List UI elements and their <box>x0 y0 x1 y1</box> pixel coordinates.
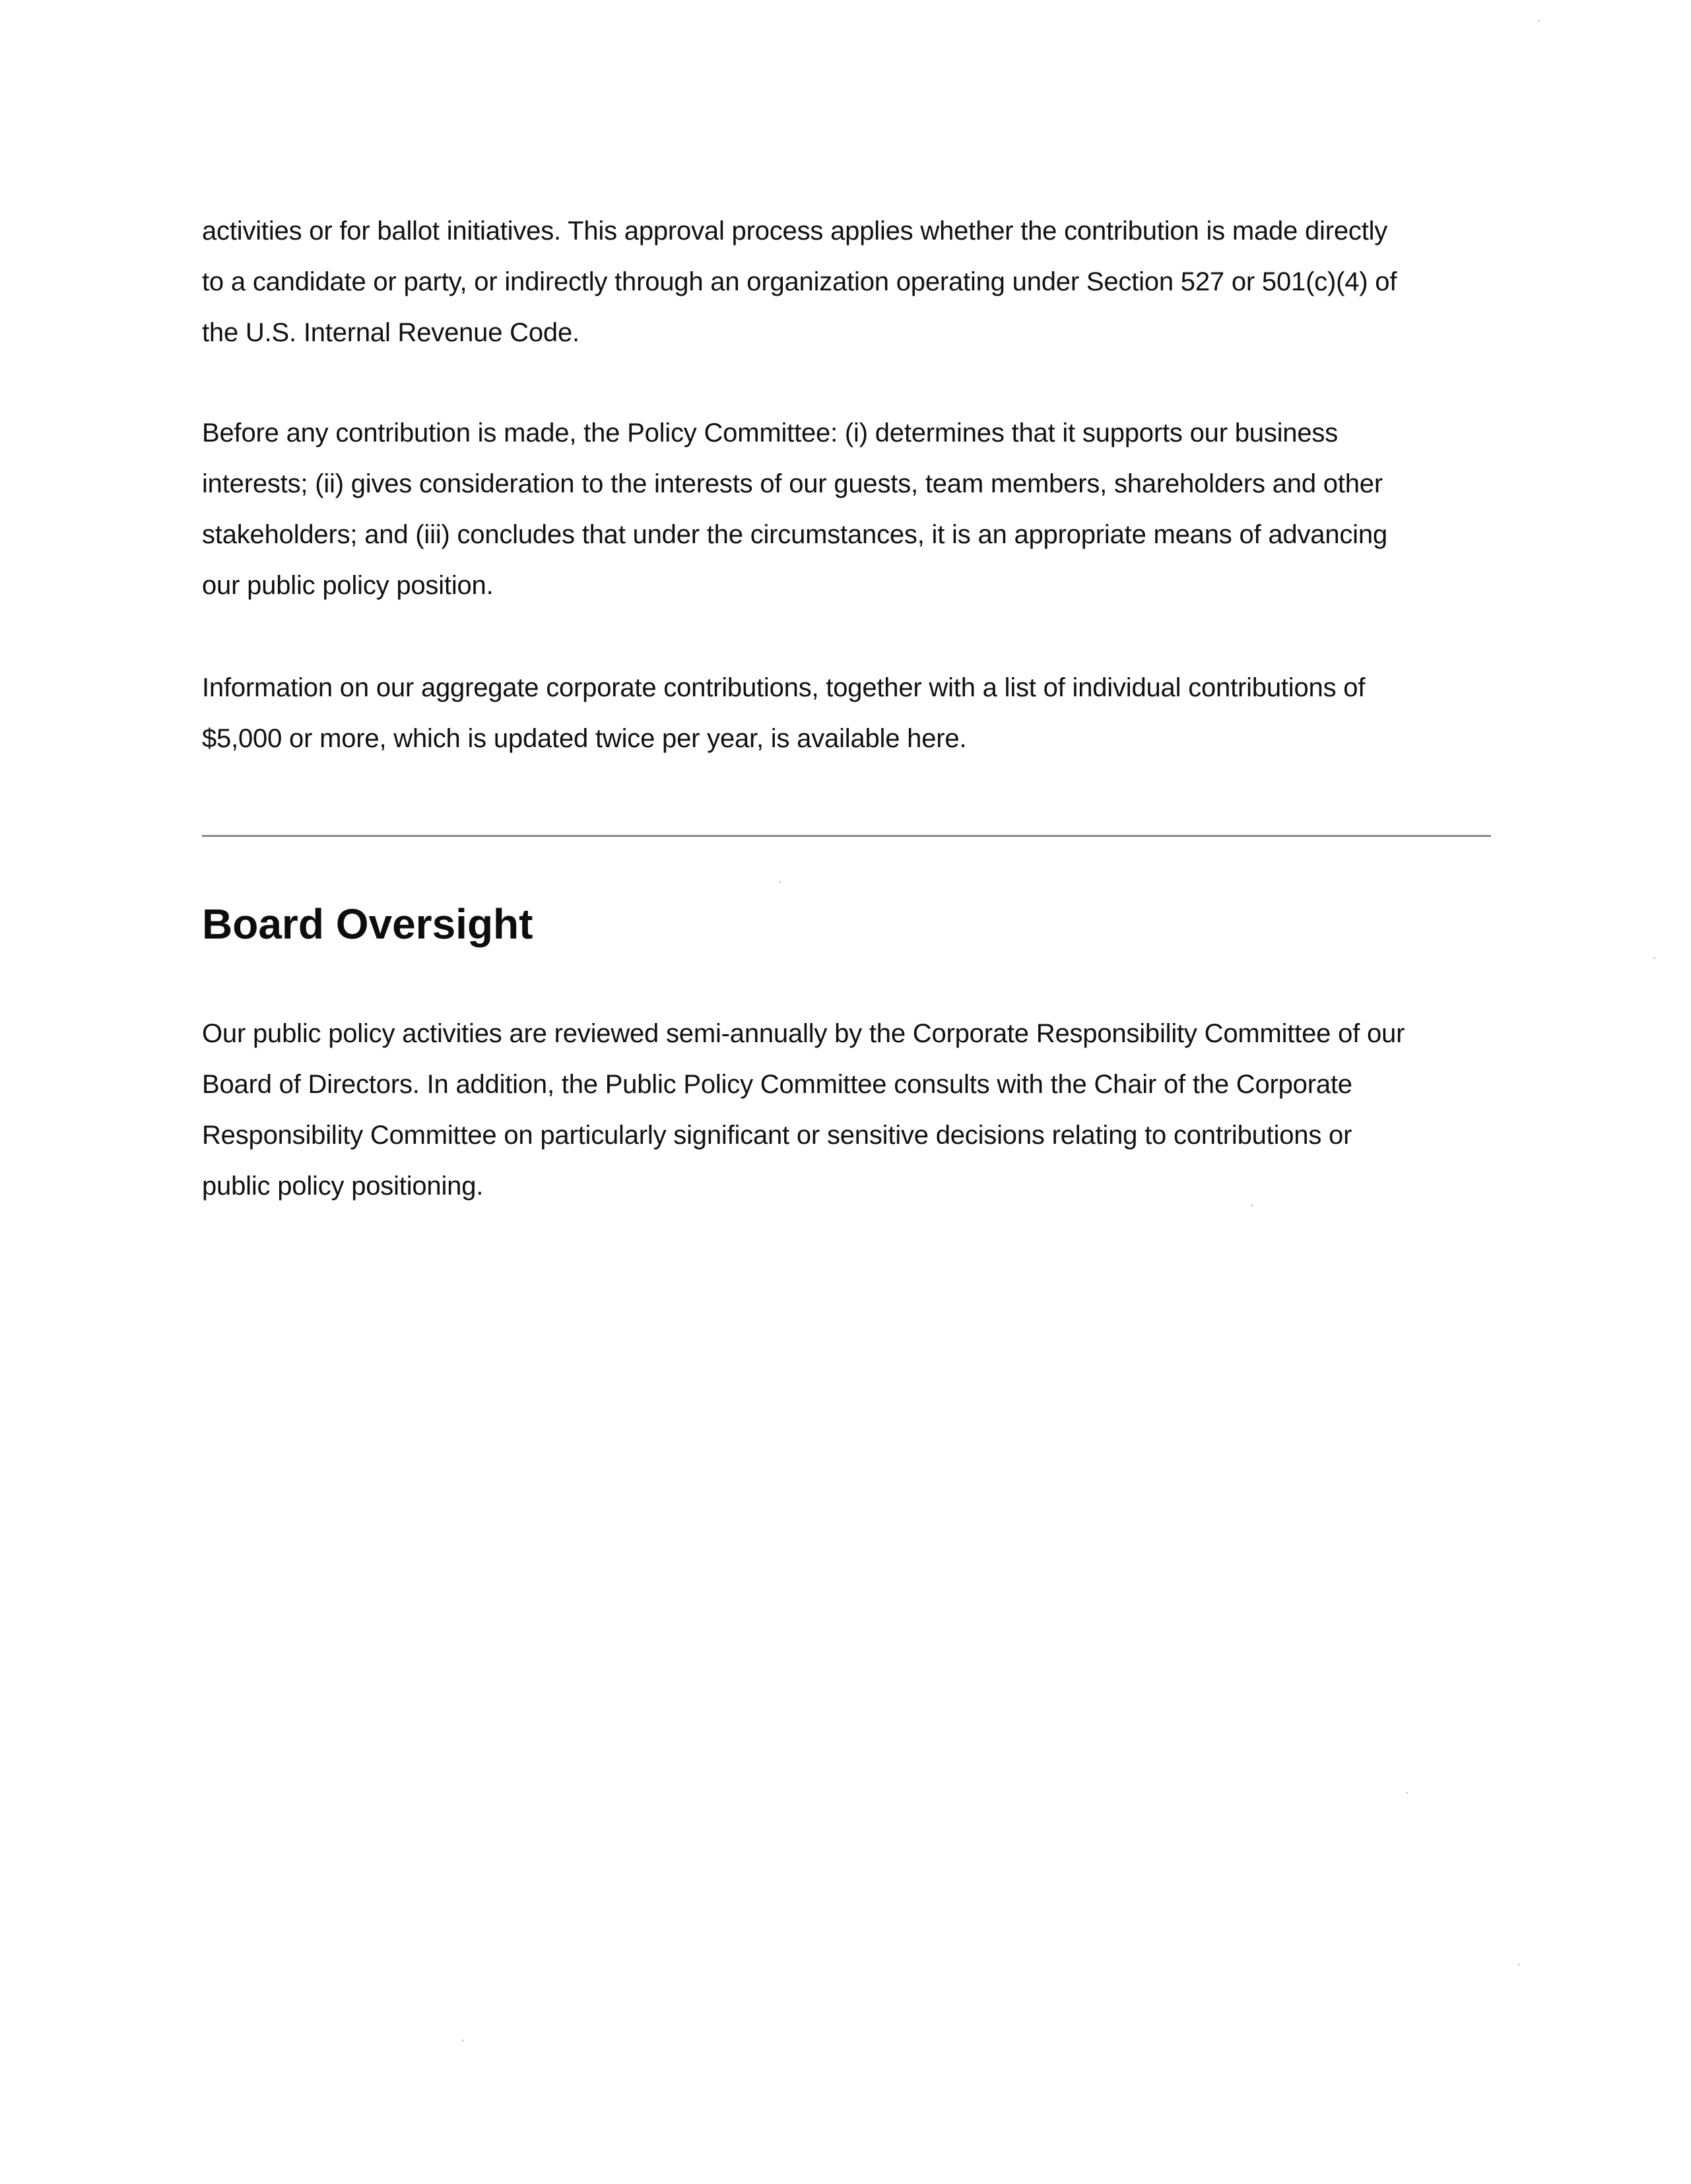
scan-speck <box>779 881 781 883</box>
paragraph-contribution-information: Information on our aggregate corporate contributions, together with a list of individual contributions of $5,000 or more, which is updated twice per year, is available here. <box>202 673 1366 753</box>
paragraph-board-oversight: Our public policy activities are reviewed semi-annually by the Corporate Responsibility Committee of our Board of Directors. In addition, the Public Policy Committee consults with the Chair of the Corporate Responsibility Committee on particularly significant or sensitive decisions relating to contributions or public policy positioning. <box>202 1019 1405 1201</box>
scan-speck <box>1406 1792 1408 1794</box>
scan-speck <box>1251 1205 1253 1207</box>
section-divider <box>202 835 1491 837</box>
section-heading-board-oversight: Board Oversight <box>202 900 533 948</box>
paragraph-approval-process: activities or for ballot initiatives. This approval process applies whether the contribution is made directly to a candidate or party, or indirectly through an organization operating under Section 527 or 501(c)(4) of the U.S. Internal Revenue Code. <box>202 216 1397 347</box>
scan-speck <box>1518 1964 1520 1966</box>
scan-speck <box>1538 20 1540 22</box>
scan-speck <box>1653 957 1655 959</box>
scan-speck <box>462 2039 464 2041</box>
paragraph-contribution-criteria: Before any contribution is made, the Policy Committee: (i) determines that it supports our business interests; (ii) gives consideration to the interests of our guests, team members, shareholders and other stakeholders; and (iii) concludes that under the circumstances, it is an appropriate means of advancing our public policy position. <box>202 418 1387 600</box>
